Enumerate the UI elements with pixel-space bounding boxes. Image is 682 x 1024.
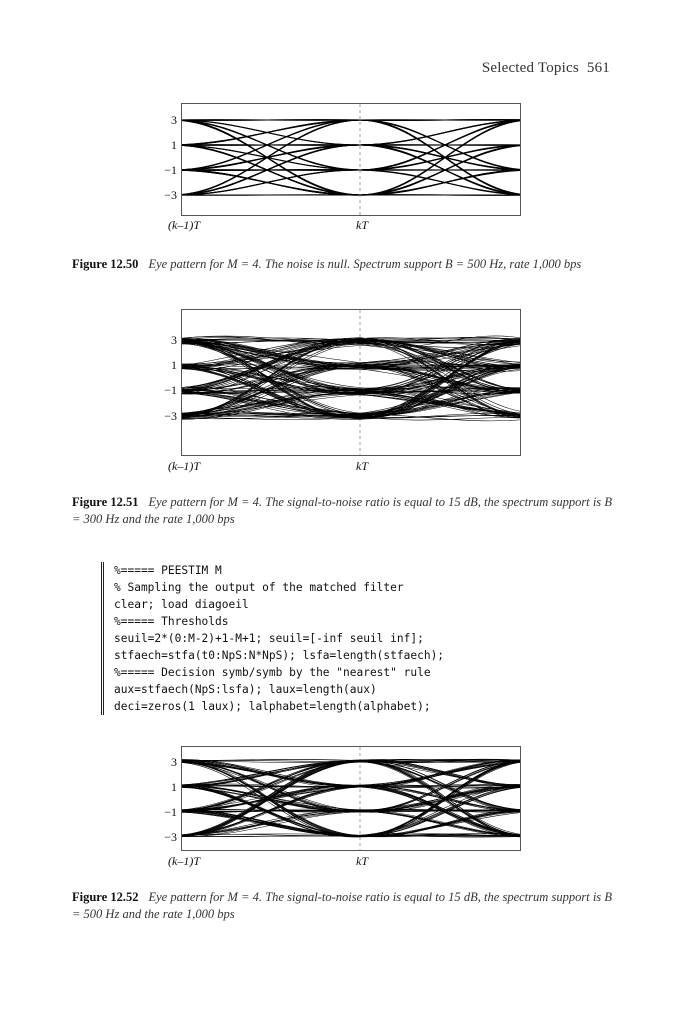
figure-caption-12-51 [72,494,612,528]
caption-text: Eye pattern for M = 4. The signal-to-noise ratio is equal to 15 dB, the spectrum support is B = 500 Hz and the rate 1,000 bps [72,890,612,921]
eye-trace [182,120,521,145]
y-tick-label: 3 [171,333,177,347]
y-tick-label: −3 [164,188,177,202]
y-tick-label: 3 [171,755,177,769]
caption-text: Eye pattern for M = 4. The signal-to-noise ratio is equal to 15 dB, the spectrum support is B = 300 Hz and the rate 1,000 bps [72,495,612,526]
eye-traces [182,759,521,837]
x-tick-label: kT [356,854,368,868]
y-tick-label: −1 [164,383,177,397]
eye-traces [182,120,521,196]
eye-pattern-plot-12-51 [181,309,521,456]
code-line: stfaech=stfa(t0:NpS:N*NpS); lsfa=length(stfaech); [114,649,445,662]
eye-trace [182,145,521,170]
eye-pattern-plot-12-52 [181,746,521,851]
code-line: %===== Decision symb/symb by the "nearest" rule [114,666,431,679]
x-tick-label: (k–1)T [168,854,200,868]
y-tick-label: 1 [171,138,177,152]
y-tick-label: −1 [164,805,177,819]
y-tick-label: −1 [164,163,177,177]
eye-traces [182,336,521,421]
code-line: % Sampling the output of the matched filter [114,581,404,594]
y-tick-label: −3 [164,830,177,844]
code-line: deci=zeros(1 laux); lalphabet=length(alphabet); [114,700,431,713]
page-number: 561 [586,60,610,76]
figure-label: Figure 12.52 [72,890,139,904]
figure-caption-12-52 [72,889,612,923]
x-tick-label: kT [356,459,368,473]
figure-caption-12-50 [72,256,612,273]
figure-label: Figure 12.51 [72,495,139,509]
eye-trace [182,145,521,170]
eye-pattern-plot-12-50 [181,103,521,216]
y-tick-label: 1 [171,780,177,794]
code-line: aux=stfaech(NpS:lsfa); laux=length(aux) [114,683,377,696]
figure-label: Figure 12.50 [72,257,139,271]
eye-trace [182,145,521,170]
code-line: %===== Thresholds [114,615,229,628]
matlab-code-listing [101,562,514,715]
code-line: clear; load diagoeil [114,598,249,611]
running-header [482,60,610,77]
x-tick-label: (k–1)T [168,459,200,473]
eye-pattern-svg [182,104,521,216]
code-line: seuil=2*(0:M-2)+1-M+1; seuil=[-inf seuil inf]; [114,632,424,645]
eye-pattern-svg [182,310,521,456]
running-title: Selected Topics [481,60,579,76]
eye-trace [182,810,521,835]
code-line: %===== PEESTIM M [114,564,222,577]
eye-trace [182,145,521,170]
eye-trace [182,145,521,170]
eye-trace [182,145,521,170]
y-tick-label: 1 [171,358,177,372]
eye-trace [182,120,521,145]
x-tick-label: (k–1)T [168,218,200,232]
caption-text: Eye pattern for M = 4. The noise is null. Spectrum support B = 500 Hz, rate 1,000 bps [148,257,582,271]
eye-pattern-svg [182,747,521,851]
y-tick-label: 3 [171,113,177,127]
x-tick-label: kT [356,218,368,232]
y-tick-label: −3 [164,409,177,423]
